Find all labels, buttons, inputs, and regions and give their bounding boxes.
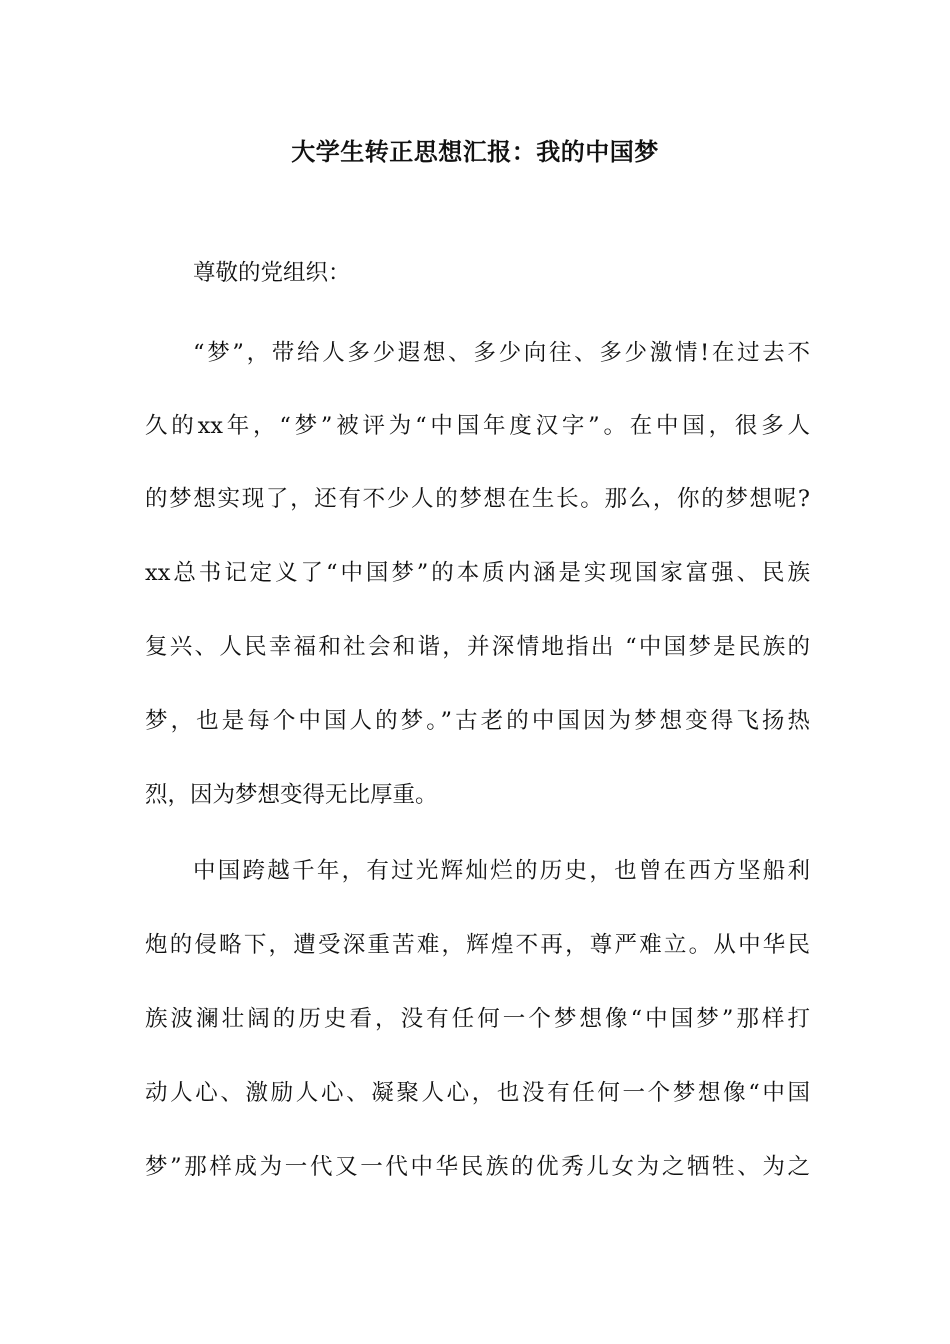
paragraph-1-line-7: 烈，因为梦想变得无比厚重。	[145, 782, 438, 808]
paragraph-2-line-3: 族波澜壮阔的历史看，没有任何一个梦想像“中国梦”那样打	[145, 1006, 810, 1032]
paragraph-1-line-5: 复兴、人民幸福和社会和谐，并深情地指出 “中国梦是民族的	[145, 634, 810, 660]
paragraph-1-line-4: xx总书记定义了“中国梦”的本质内涵是实现国家富强、民族	[145, 560, 810, 586]
paragraph-1-line-6: 梦，也是每个中国人的梦。”古老的中国因为梦想变得飞扬热	[145, 708, 810, 734]
paragraph-2-line-4: 动人心、激励人心、凝聚人心，也没有任何一个梦想像“中国	[145, 1080, 810, 1106]
paragraph-2-line-5: 梦”那样成为一代又一代中华民族的优秀儿女为之牺牲、为之	[145, 1154, 810, 1180]
paragraph-2-line-1: 中国跨越千年，有过光辉灿烂的历史，也曾在西方坚船利	[193, 858, 810, 884]
paragraph-1-line-2: 久的xx年，“梦”被评为“中国年度汉字”。在中国，很多人	[145, 413, 810, 439]
paragraph-1-line-1: “梦”，带给人多少遐想、多少向往、多少激情!在过去不	[193, 340, 810, 366]
salutation: 尊敬的党组织：	[193, 260, 351, 286]
paragraph-2-line-2: 炮的侵略下，遭受深重苦难，辉煌不再，尊严难立。从中华民	[145, 932, 810, 958]
paragraph-1-line-3: 的梦想实现了，还有不少人的梦想在生长。那么，你的梦想呢?	[145, 486, 810, 512]
document-title: 大学生转正思想汇报：我的中国梦	[291, 137, 659, 166]
